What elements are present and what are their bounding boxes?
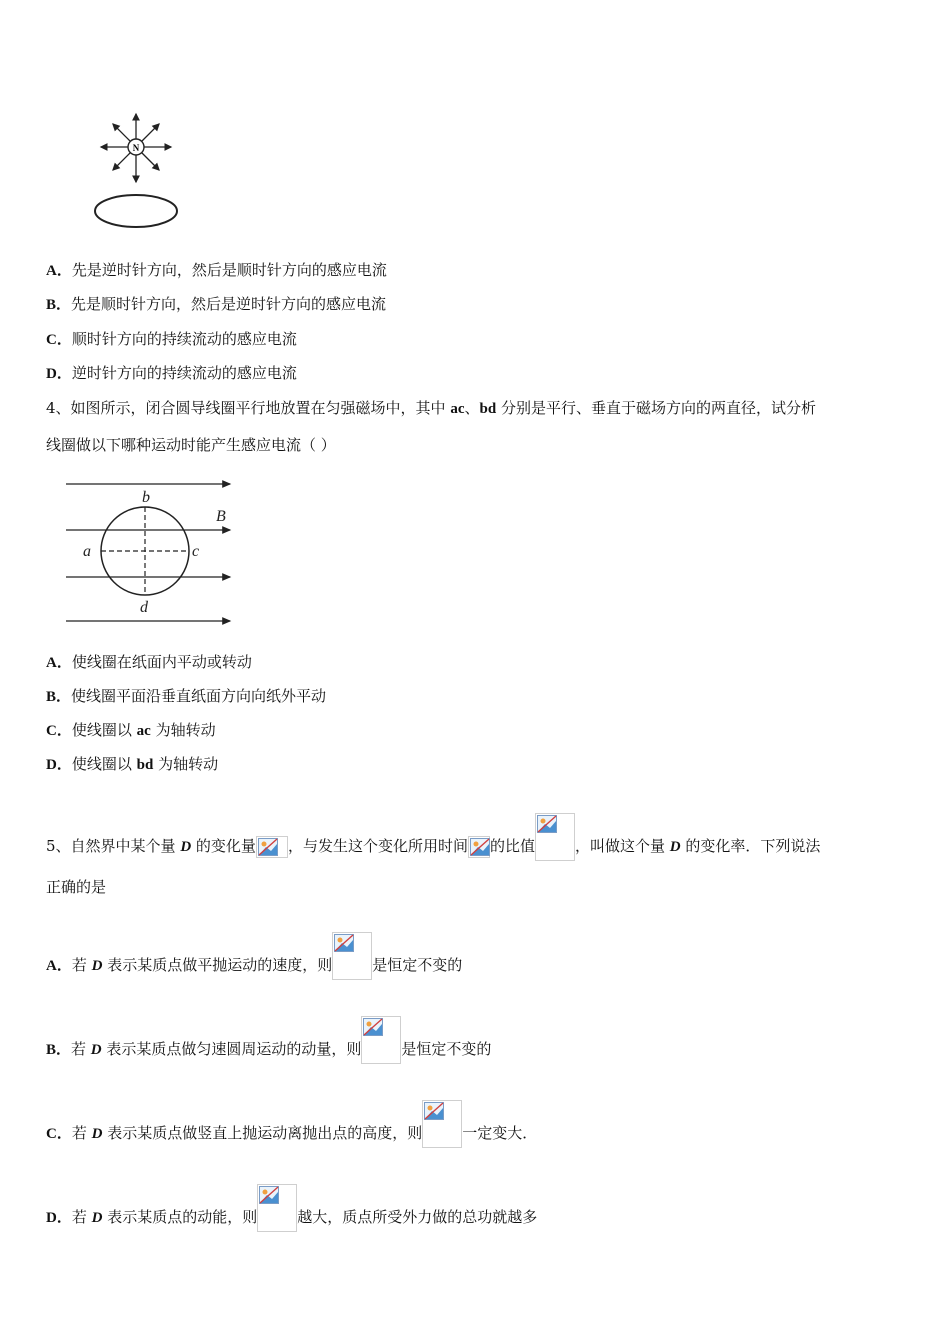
q4-option-a: A．使线圈在纸面内平动或转动 bbox=[46, 653, 252, 671]
q5-option-d: D．若 D 表示某质点的动能，则 越大，质点所受外力做的总功就越多 bbox=[46, 1184, 537, 1232]
q4-stem-line1: 4、如图所示，闭合圆导线圈平行地放置在匀强磁场中，其中 ac、bd 分别是平行、垂直于磁场方向的两直径，试分析 bbox=[46, 399, 816, 417]
coil-field-figure bbox=[60, 478, 240, 628]
label-a: a bbox=[83, 543, 91, 560]
ring bbox=[95, 195, 177, 227]
broken-image-icon bbox=[422, 1100, 462, 1148]
q3-option-a: A．先是逆时针方向，然后是顺时针方向的感应电流 bbox=[46, 261, 387, 279]
q3-option-b: B．先是顺时针方向，然后是逆时针方向的感应电流 bbox=[46, 295, 387, 313]
broken-image-icon bbox=[256, 836, 288, 858]
q5-stem-line1: 5、自然界中某个量 D 的变化量 ，与发生这个变化所用时间 的比值 ，叫做这个量 D 的变化率．下列说法 bbox=[46, 813, 820, 861]
label-d: d bbox=[140, 599, 148, 616]
label-B: B bbox=[216, 508, 226, 525]
broken-image-icon bbox=[535, 813, 575, 861]
q4-option-d: D．使线圈以 bd 为轴转动 bbox=[46, 755, 219, 773]
label-c: c bbox=[192, 543, 200, 560]
q5-option-c: C．若 D 表示某质点做竖直上抛运动离抛出点的高度，则 一定变大． bbox=[46, 1100, 537, 1148]
q3-option-c: C．顺时针方向的持续流动的感应电流 bbox=[46, 330, 297, 348]
broken-image-icon bbox=[332, 932, 372, 980]
q4-option-b: B．使线圈平面沿垂直纸面方向向纸外平动 bbox=[46, 687, 327, 705]
q4-option-c: C．使线圈以 ac 为轴转动 bbox=[46, 721, 216, 739]
q5-option-a: A．若 D 表示某质点做平抛运动的速度，则 是恒定不变的 bbox=[46, 932, 462, 980]
q3-option-d: D．逆时针方向的持续流动的感应电流 bbox=[46, 364, 297, 382]
compass-letter: N bbox=[132, 143, 140, 153]
label-b: b bbox=[142, 489, 150, 506]
q5-option-b: B．若 D 表示某质点做匀速圆周运动的动量，则 是恒定不变的 bbox=[46, 1016, 491, 1064]
q4-stem-line2: 线圈做以下哪种运动时能产生感应电流（ ） bbox=[46, 436, 336, 454]
broken-image-icon bbox=[468, 836, 490, 858]
broken-image-icon bbox=[257, 1184, 297, 1232]
broken-image-icon bbox=[361, 1016, 401, 1064]
q5-stem-line2: 正确的是 bbox=[46, 878, 107, 896]
compass-figure bbox=[90, 108, 190, 236]
